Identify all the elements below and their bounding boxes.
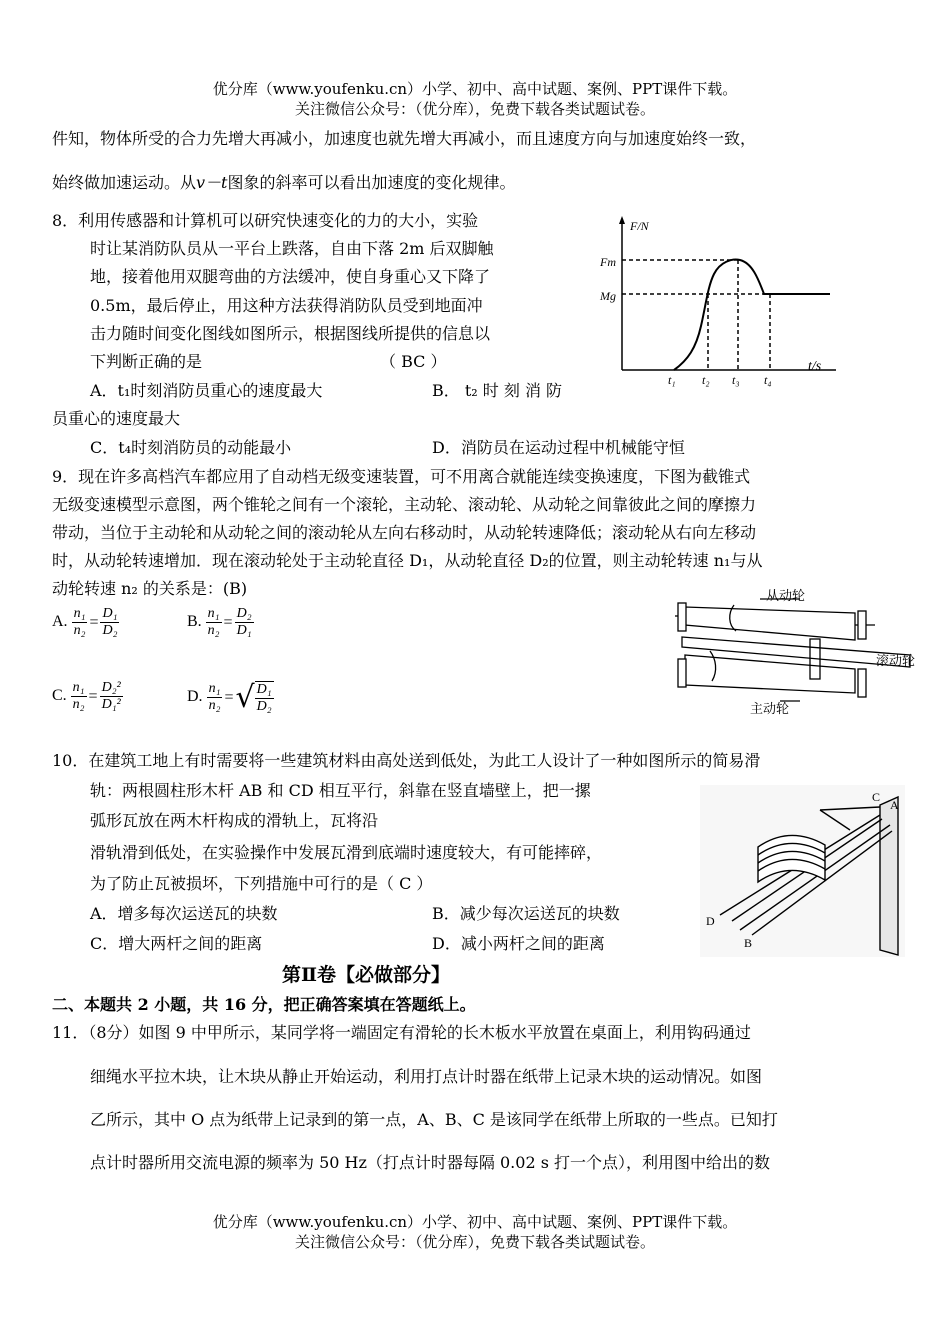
q9-line5: 动轮转速 n₂ 的关系是：(B) <box>52 579 248 598</box>
page-header-line1: 优分库（www.youfenku.cn）小学、初中、高中试题、案例、PPT课件下载。 <box>212 80 738 98</box>
point-c-label: C <box>872 790 881 804</box>
intro-var: v－t <box>196 173 228 192</box>
q9-line2: 无级变速模型示意图，两个锥轮之间有一个滚轮，主动轮、滚动轮、从动轮之间靠彼此之间的摩擦力 <box>52 495 757 514</box>
frac-den: D₁ <box>236 623 252 638</box>
q8-line3: 地，接着他用双腿弯曲的方法缓冲，使自身重心又下降了 <box>90 267 491 286</box>
q8-option-b-cont: 员重心的速度最大 <box>52 409 181 428</box>
graph-x-label: t/s <box>808 359 822 374</box>
q8-option-d: D．消防员在运动过程中机械能守恒 <box>432 438 685 457</box>
intro-text-a: 始终做加速运动。从 <box>52 173 197 192</box>
q10-line5: 为了防止瓦被损坏，下列措施中可行的是（ C ） <box>90 874 433 893</box>
q9-c-rhs <box>100 680 123 713</box>
graph-y-label: F/N <box>630 219 649 233</box>
q9-line1: 9．现在许多高档汽车都应用了自动档无级变速装置，可不用离合就能连续变换速度，下图为截锥式 <box>52 467 751 486</box>
q10-option-b: B．减少每次运送瓦的块数 <box>432 904 620 923</box>
frac-den: n₂ <box>207 623 220 638</box>
q9-a-lhs <box>72 606 88 639</box>
q8-line4: 0.5m，最后停止，用这种方法获得消防队员受到地面冲 <box>90 296 483 315</box>
page-header-line2: 关注微信公众号：（优分库），免费下载各类试题试卷。 <box>294 100 655 118</box>
q10-line1: 10．在建筑工地上有时需要将一些建筑材料由高处送到低处，为此工人设计了一种如图所示的简易滑 <box>52 751 761 770</box>
t3-label: t₃ <box>732 373 740 387</box>
frac-den: n₂ <box>72 697 85 712</box>
q8-option-c: C．t₄时刻消防员的动能最小 <box>90 438 292 457</box>
q9-option-c: C. $\frac{\text{n₁}}{\text{n₂}}$ = $\frac{\text{D₂²}}{\text{D₁²}}$ <box>52 680 121 712</box>
intro-line2 <box>52 172 516 194</box>
q9-b-rhs <box>235 606 254 639</box>
y-axis-arrow <box>619 216 625 224</box>
q8-line2: 时让某消防队员从一平台上跌落，自由下落 2m 后双脚触 <box>90 239 494 258</box>
intro-line1: 件知，物体所受的合力先增大再减小，加速度也就先增大再减小，而且速度方向与加速度始终一致， <box>52 129 757 148</box>
q9-c-lhs <box>71 680 87 713</box>
driver-wheel-label: 主动轮 <box>750 702 790 717</box>
q9-option-b: B. $\frac{\text{n₁}}{\text{n₂}}$ = $\frac{\text{D₂}}{\text{D₁}}$ <box>187 606 252 638</box>
q10-line4: 滑轨滑到低处，在实验操作中发展瓦滑到底端时速度较大，有可能摔碎， <box>90 843 603 862</box>
rotation-arrow-icon <box>710 651 716 681</box>
wall <box>880 797 898 955</box>
frac-num: D₁ <box>256 681 272 697</box>
q11-line2: 细绳水平拉木块，让木块从静止开始运动，利用打点计时器在纸带上记录木块的运动情况。如图 <box>90 1067 763 1086</box>
driver-cone <box>685 655 855 693</box>
point-b-label: B <box>744 936 753 950</box>
frac-num: n₁ <box>73 606 86 621</box>
frac-den: n₂ <box>73 623 86 638</box>
q9-cvt-diagram <box>670 585 930 720</box>
graph-fm-label: Fm <box>600 255 616 269</box>
frac-num: n₁ <box>207 606 220 621</box>
q9-line3: 带动，当位于主动轮和从动轮之间的滚动轮从左向右移动时，从动轮转速降低；滚动轮从右向左移动 <box>52 523 757 542</box>
q8-force-time-graph <box>588 208 848 388</box>
roller-wheel-label: 滚动轮 <box>876 654 916 669</box>
q10-option-d: D．减小两杆之间的距离 <box>432 934 605 953</box>
t4-label: t₄ <box>764 373 772 387</box>
t1-label: t₁ <box>668 373 676 387</box>
q9-option-d: D. $\frac{\text{n₁}}{\text{n₂}}$ =√ $\frac{\text{D₁}}{\text{D₂}}$ <box>187 680 272 715</box>
q8-line6: 下判断正确的是 <box>90 352 203 371</box>
frac-num: n₁ <box>72 680 85 695</box>
bearing <box>858 611 866 639</box>
q8-option-a: A．t₁时刻消防员重心的速度最大 <box>90 381 323 400</box>
driven-cone <box>685 607 855 640</box>
q8-line1: 8．利用传感器和计算机可以研究快速变化的力的大小，实验 <box>52 211 479 230</box>
intro-text-b: 图象的斜率可以看出加速度的变化规律。 <box>227 173 516 192</box>
q9-option-a: A. $\frac{\text{n₁}}{\text{n₂}}$ = $\frac{\text{D₁}}{\text{D₂}}$ <box>52 606 118 638</box>
frac-den: D₁² <box>101 697 121 712</box>
q10-line3: 弧形瓦放在两木杆构成的滑轨上，瓦将沿 <box>90 811 379 830</box>
page-footer-line2: 关注微信公众号：（优分库），免费下载各类试题试卷。 <box>294 1233 655 1251</box>
q10-line2: 轨：两根圆柱形木杆 AB 和 CD 相互平行，斜靠在竖直墙壁上，把一摞 <box>90 781 591 800</box>
section2-title: 第Ⅱ卷【必做部分】 <box>282 964 451 986</box>
q10-option-a: A．增多每次运送瓦的块数 <box>90 904 278 923</box>
q9-option-c-label: C. <box>52 687 67 705</box>
frac-den: n₂ <box>208 698 221 713</box>
q9-option-b-label: B. <box>187 613 202 631</box>
t2-label: t₂ <box>702 373 710 387</box>
graph-mg-label: Mg <box>600 289 616 303</box>
bearing <box>678 659 686 687</box>
frac-num: n₁ <box>208 681 221 696</box>
point-a-label: A <box>890 798 899 812</box>
q9-line4: 时，从动轮转速增加．现在滚动轮处于主动轮直径 D₁，从动轮直径 D₂的位置，则主动轮转速 n₁与从 <box>52 551 763 570</box>
q10-option-c: C．增大两杆之间的距离 <box>90 934 263 953</box>
q8-answer: （ BC ） <box>380 352 447 371</box>
frac-den: D₂ <box>102 623 118 638</box>
bearing <box>678 603 686 631</box>
q9-a-rhs <box>100 606 119 639</box>
q11-line4: 点计时器所用交流电源的频率为 50 Hz（打点计时器每隔 0.02 s 打一个点），利用图中给出的数 <box>90 1153 771 1172</box>
q9-d-rhs <box>255 681 274 715</box>
q9-b-lhs <box>206 606 222 639</box>
q11-line1: 11．（8分）如图 9 中甲所示，某同学将一端固定有滑轮的长木板水平放置在桌面上，利用钩码通过 <box>52 1023 751 1042</box>
q8-line5: 击力随时间变化图线如图所示，根据图线所提供的信息以 <box>90 324 491 343</box>
frac-den: D₂ <box>256 698 272 714</box>
point-d-label: D <box>706 914 715 928</box>
q11-line3: 乙所示，其中 O 点为纸带上记录到的第一点，A、B、C 是该同学在纸带上所取的一些点。已知打 <box>90 1110 778 1129</box>
driven-wheel-label: 从动轮 <box>766 589 806 604</box>
q10-slide-rail-diagram <box>700 785 905 957</box>
q8-option-b: B． t₂ 时 刻 消 防 <box>432 381 563 400</box>
frac-num: D₂² <box>101 680 121 695</box>
q9-d-lhs <box>207 681 223 714</box>
bearing <box>858 669 866 697</box>
sqrt-icon: √ <box>235 680 255 715</box>
force-curve <box>674 260 830 370</box>
q9-option-d-label: D. <box>187 688 203 706</box>
frac-num: D₁ <box>102 606 118 621</box>
section2-subtitle: 二、本题共 2 小题，共 16 分，把正确答案填在答题纸上。 <box>52 995 476 1014</box>
frac-num: D₂ <box>236 606 252 621</box>
q9-option-a-label: A. <box>52 613 68 631</box>
page-footer-line1: 优分库（www.youfenku.cn）小学、初中、高中试题、案例、PPT课件下载。 <box>212 1213 738 1231</box>
